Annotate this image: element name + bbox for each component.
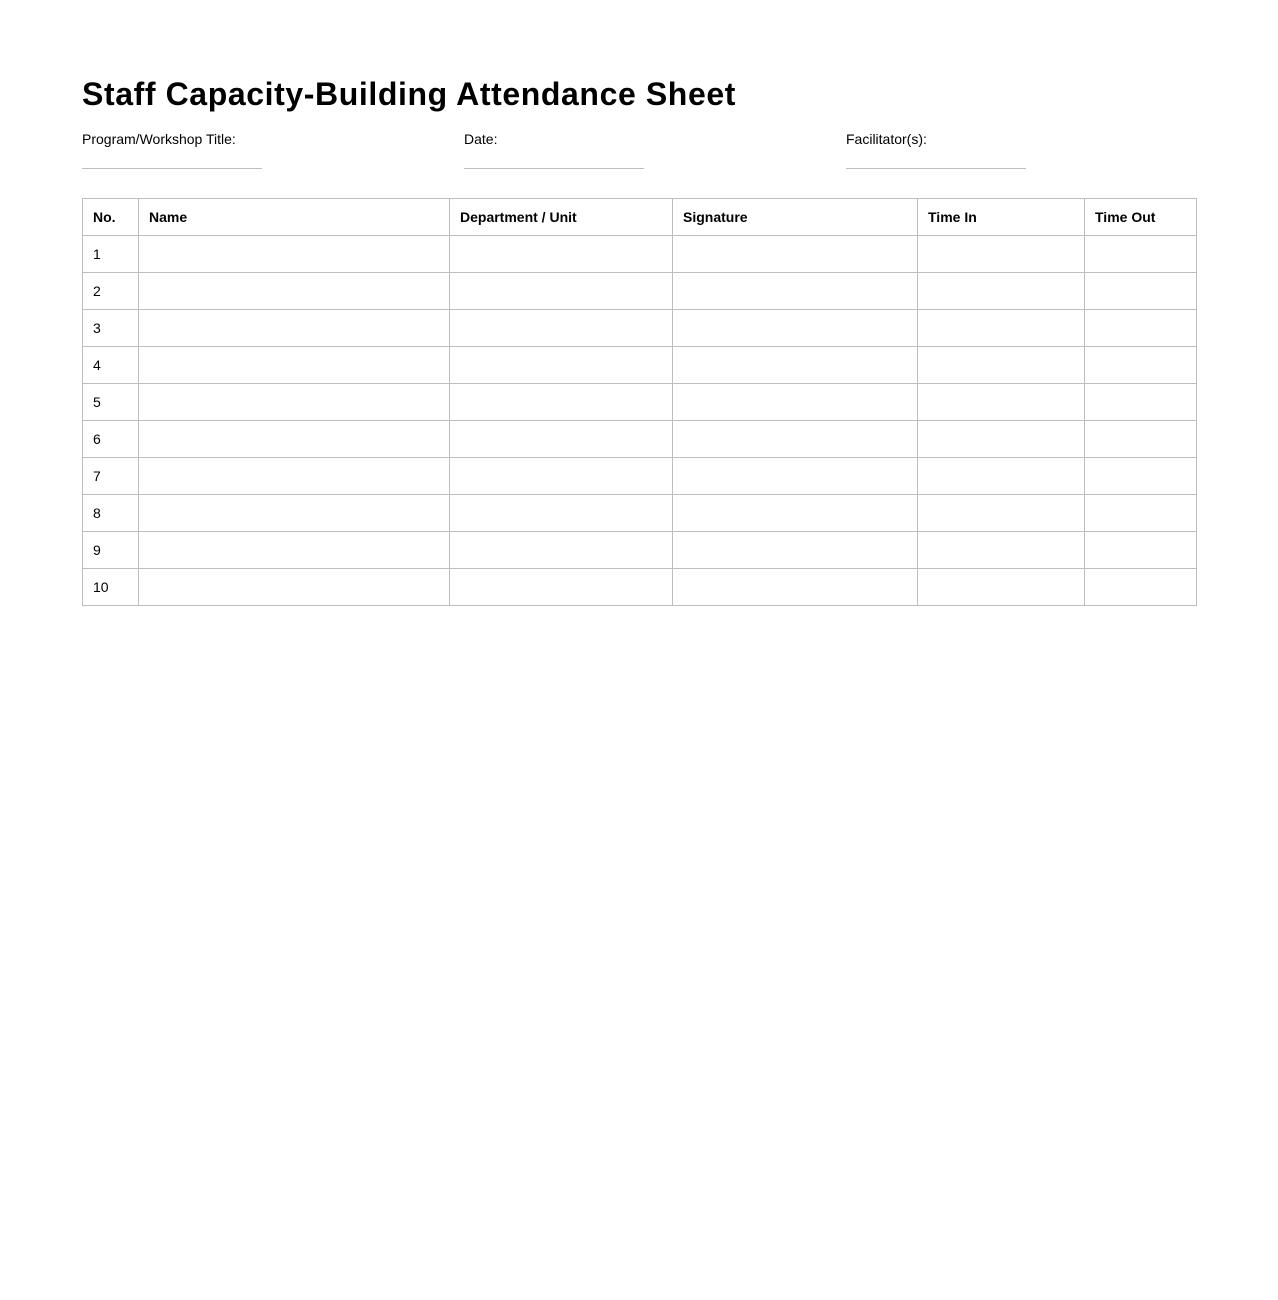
date-field[interactable] [464,130,644,148]
signature-cell[interactable] [673,495,918,532]
table-row [83,310,1197,347]
department-cell[interactable] [450,310,673,347]
program-title-field[interactable] [82,130,262,148]
name-cell[interactable] [139,495,450,532]
time-in-cell[interactable] [918,532,1085,569]
signature-cell[interactable] [673,384,918,421]
time-in-cell[interactable] [918,236,1085,273]
name-cell[interactable] [139,310,450,347]
time-in-cell[interactable] [918,273,1085,310]
table-row [83,532,1197,569]
header-time-out: Time Out [1085,199,1197,236]
facilitator-input-line[interactable] [846,168,1026,169]
row-number: 2 [83,273,139,310]
time-out-cell[interactable] [1085,236,1197,273]
table-header-row [83,199,1197,236]
signature-cell[interactable] [673,310,918,347]
time-out-cell[interactable] [1085,384,1197,421]
table-row [83,421,1197,458]
department-cell[interactable] [450,495,673,532]
table-row [83,384,1197,421]
time-out-cell[interactable] [1085,273,1197,310]
time-out-cell[interactable] [1085,569,1197,606]
name-cell[interactable] [139,236,450,273]
row-number: 9 [83,532,139,569]
signature-cell[interactable] [673,532,918,569]
time-in-cell[interactable] [918,384,1085,421]
facilitator-label: Facilitator(s): [846,131,927,147]
signature-cell[interactable] [673,569,918,606]
department-cell[interactable] [450,532,673,569]
table-row [83,495,1197,532]
program-title-input-line[interactable] [82,168,262,169]
time-out-cell[interactable] [1085,421,1197,458]
name-cell[interactable] [139,458,450,495]
table-row [83,347,1197,384]
name-cell[interactable] [139,273,450,310]
signature-cell[interactable] [673,421,918,458]
row-number: 6 [83,421,139,458]
name-cell[interactable] [139,532,450,569]
row-number: 3 [83,310,139,347]
header-no: No. [83,199,139,236]
time-in-cell[interactable] [918,458,1085,495]
header-time-in: Time In [918,199,1085,236]
signature-cell[interactable] [673,236,918,273]
department-cell[interactable] [450,569,673,606]
attendance-table [82,198,1197,606]
time-in-cell[interactable] [918,421,1085,458]
time-out-cell[interactable] [1085,495,1197,532]
table-row [83,569,1197,606]
facilitator-field[interactable] [846,130,1026,148]
header-department: Department / Unit [450,199,673,236]
time-in-cell[interactable] [918,310,1085,347]
header-name: Name [139,199,450,236]
row-number: 4 [83,347,139,384]
row-number: 7 [83,458,139,495]
name-cell[interactable] [139,569,450,606]
time-in-cell[interactable] [918,569,1085,606]
department-cell[interactable] [450,273,673,310]
signature-cell[interactable] [673,347,918,384]
table-row [83,458,1197,495]
row-number: 10 [83,569,139,606]
time-out-cell[interactable] [1085,532,1197,569]
time-in-cell[interactable] [918,347,1085,384]
department-cell[interactable] [450,347,673,384]
table-row [83,273,1197,310]
time-in-cell[interactable] [918,495,1085,532]
row-number: 1 [83,236,139,273]
page-title: Staff Capacity-Building Attendance Sheet [82,76,736,112]
program-title-label: Program/Workshop Title: [82,131,236,147]
department-cell[interactable] [450,384,673,421]
table-row [83,236,1197,273]
name-cell[interactable] [139,384,450,421]
time-out-cell[interactable] [1085,310,1197,347]
header-signature: Signature [673,199,918,236]
date-input-line[interactable] [464,168,644,169]
row-number: 8 [83,495,139,532]
signature-cell[interactable] [673,273,918,310]
name-cell[interactable] [139,421,450,458]
signature-cell[interactable] [673,458,918,495]
name-cell[interactable] [139,347,450,384]
row-number: 5 [83,384,139,421]
department-cell[interactable] [450,458,673,495]
date-label: Date: [464,131,498,147]
time-out-cell[interactable] [1085,458,1197,495]
time-out-cell[interactable] [1085,347,1197,384]
department-cell[interactable] [450,421,673,458]
department-cell[interactable] [450,236,673,273]
